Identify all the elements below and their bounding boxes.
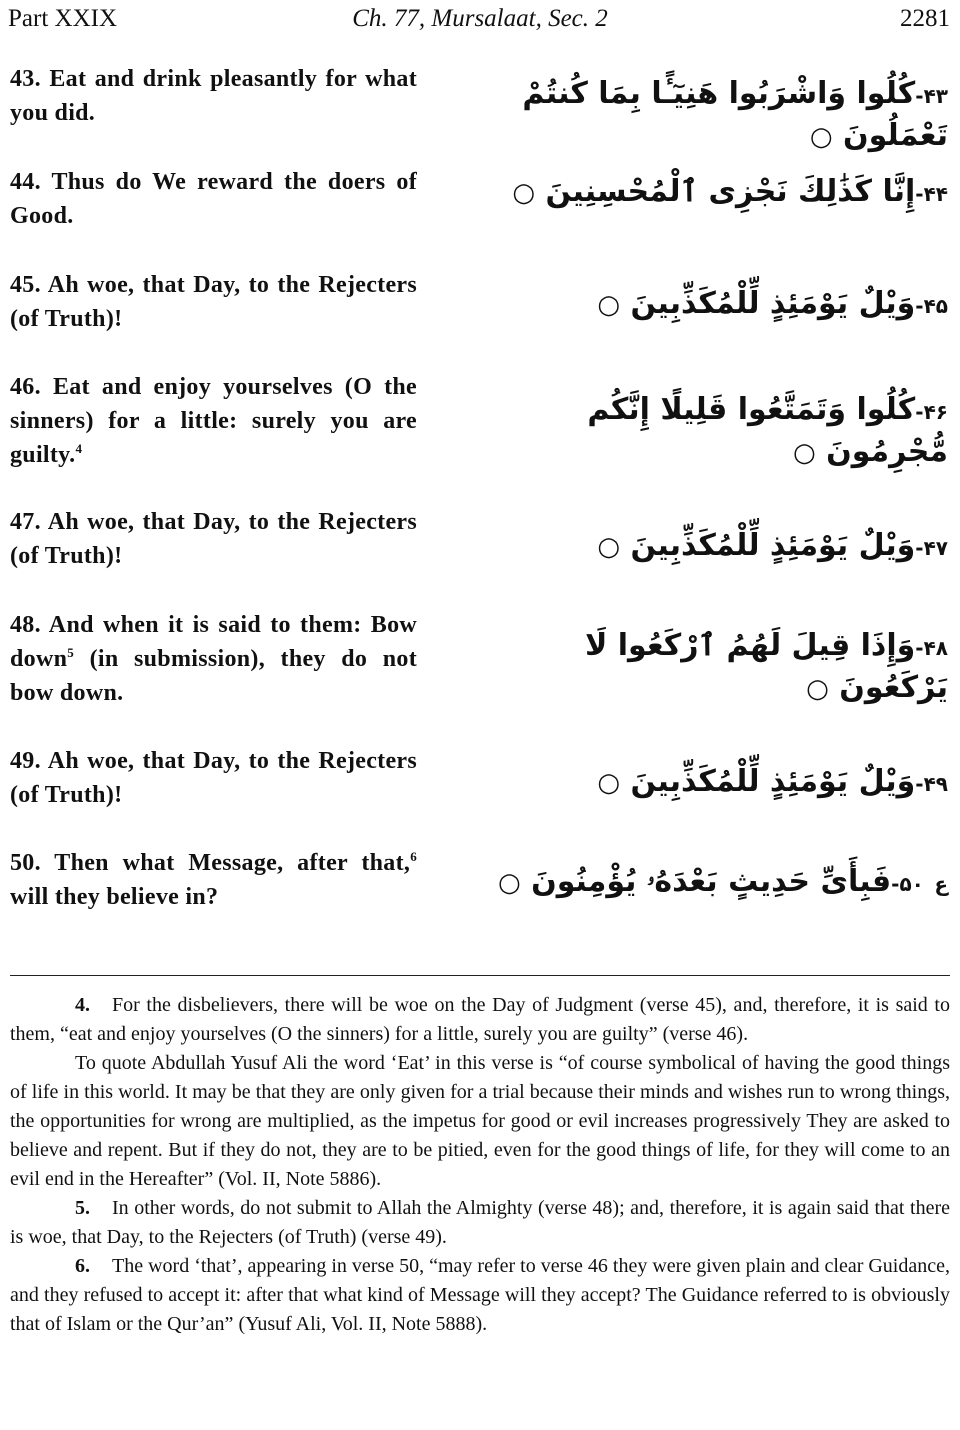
verse-47-translation: 47. Ah woe, that Day, to the Rejecters (of Truth)! — [10, 509, 417, 569]
verse-43-arabic — [478, 74, 948, 157]
arabic-text: وَيْلٌ يَوْمَئِذٍ لِّلْمُكَذِّبِينَ — [630, 764, 916, 799]
arabic-text: كُلُوا وَتَمَتَّعُوا قَلِيلًا إِنَّكُم مُّجْرِمُونَ — [587, 392, 948, 469]
verse-50-translation — [10, 846, 417, 914]
verse-end-marker: ○ — [809, 122, 833, 152]
verse-48-arabic — [478, 626, 948, 709]
verse-end-marker: ○ — [597, 290, 621, 320]
ruku-marker: ع — [934, 872, 948, 896]
arabic-text: وَيْلٌ يَوْمَئِذٍ لِّلْمُكَذِّبِينَ — [630, 528, 916, 563]
verse-end-marker: ○ — [512, 178, 536, 208]
verse-45-translation: 45. Ah woe, that Day, to the Rejecters (of Truth)! — [10, 272, 417, 332]
footnote-4 — [10, 991, 950, 1049]
verse-number: ۴۴- — [915, 182, 948, 206]
arabic-text: وَيْلٌ يَوْمَئِذٍ لِّلْمُكَذِّبِينَ — [630, 286, 916, 321]
footnote-number: 5. — [75, 1197, 90, 1219]
verse-number: ۴۷- — [915, 536, 948, 560]
footnote-4-continued — [10, 1049, 950, 1194]
verse-number: ۴۸- — [915, 636, 948, 660]
arabic-text: فَبِأَىِّ حَدِيثٍ بَعْدَهُۥ يُؤْمِنُونَ — [531, 864, 892, 899]
arabic-text: إِنَّا كَذَٰلِكَ نَجْزِى ٱلْمُحْسِنِينَ — [545, 174, 916, 209]
arabic-text: كُلُوا وَاشْرَبُوا هَنِيٓـًٔا بِمَا كُنتُمْ تَعْمَلُونَ — [522, 76, 948, 153]
verse-44-arabic — [478, 172, 948, 214]
translation-text: (in submission), they do not bow down. — [10, 646, 417, 706]
footnote-text: The word ‘that’, appearing in verse 50, “may refer to verse 46 they were given plain and clear Guidance, and they refused to accept it: after that what kind of Message will they accept? The Guidance referred to is obviously that of Islam or the Qur’an” (Yusuf Ali, Vol. II, Note 5888). — [10, 1255, 950, 1335]
arabic-text: وَإِذَا قِيلَ لَهُمُ ٱرْكَعُوا لَا يَرْكَعُونَ — [584, 628, 948, 705]
verse-48-translation — [10, 608, 417, 710]
verse-45-arabic — [478, 284, 948, 326]
verse-44-translation: 44. Thus do We reward the doers of Good. — [10, 169, 417, 229]
verse-number: ۴۶- — [915, 400, 948, 424]
footnote-number: 4. — [75, 994, 90, 1016]
verse-46-arabic — [478, 390, 948, 473]
verse-end-marker: ○ — [498, 868, 521, 898]
verse-46-translation — [10, 370, 417, 472]
verse-49-translation: 49. Ah woe, that Day, to the Rejecters (of Truth)! — [10, 748, 417, 808]
footnote-6 — [10, 1252, 950, 1339]
footnote-divider — [10, 975, 950, 976]
footnote-number: 6. — [75, 1255, 90, 1277]
translation-text: will they believe in? — [10, 884, 219, 910]
verse-end-marker: ○ — [806, 674, 829, 704]
part-label: Part XXIX — [8, 5, 118, 32]
page-number: 2281 — [900, 5, 950, 32]
verse-end-marker: ○ — [597, 532, 621, 562]
verse-number: ۵۰- — [891, 872, 924, 896]
footnotes — [10, 991, 950, 1339]
footnote-ref: 4 — [75, 441, 83, 456]
verse-number: ۴۹- — [915, 772, 948, 796]
verse-number: ۴۳- — [915, 84, 948, 108]
translation-text: 48. And when it is said to them: Bow down — [10, 612, 417, 672]
verse-43-translation: 43. Eat and drink pleasantly for what you did. — [10, 66, 417, 126]
verse-49-arabic — [478, 762, 948, 804]
verse-number: ۴۵- — [915, 294, 948, 318]
chapter-heading: Ch. 77, Mursalaat, Sec. 2 — [352, 5, 608, 32]
footnote-text: To quote Abdullah Yusuf Ali the word ‘Eat’ in this verse is “of course symbolical of having the good things of life in this world. It may be that they are only given for a trial because their minds and wishes run to wrong things, the opportunities for wrong are multiplied, as the impetus for good or evil increases progressively They are asked to believe and repent. But if they do not, they are to be pitied, even for the good things of life, for they will come to an evil end in the Hereafter” (Vol. II, Note 5886). — [10, 1052, 950, 1190]
verse-50-arabic — [478, 862, 948, 904]
footnote-5 — [10, 1194, 950, 1252]
footnote-ref: 6 — [410, 849, 417, 864]
verse-end-marker: ○ — [597, 768, 621, 798]
translation-text: 46. Eat and enjoy yourselves (O the sinners) for a little: surely you are guilty. — [10, 374, 417, 468]
footnote-text: In other words, do not submit to Allah the Almighty (verse 48); and, therefore, it is again said that there is woe, that Day, to the Rejecters (of Truth) (verse 49). — [10, 1197, 950, 1248]
footnote-ref: 5 — [67, 645, 75, 660]
verse-end-marker: ○ — [793, 438, 816, 468]
verse-47-arabic — [478, 526, 948, 568]
translation-text: 50. Then what Message, after that, — [10, 850, 411, 876]
footnote-text: For the disbelievers, there will be woe on the Day of Judgment (verse 45), and, therefore, it is said to them, “eat and enjoy yourselves (O the sinners) for a little, surely you are guilty” (verse 46). — [10, 994, 950, 1045]
